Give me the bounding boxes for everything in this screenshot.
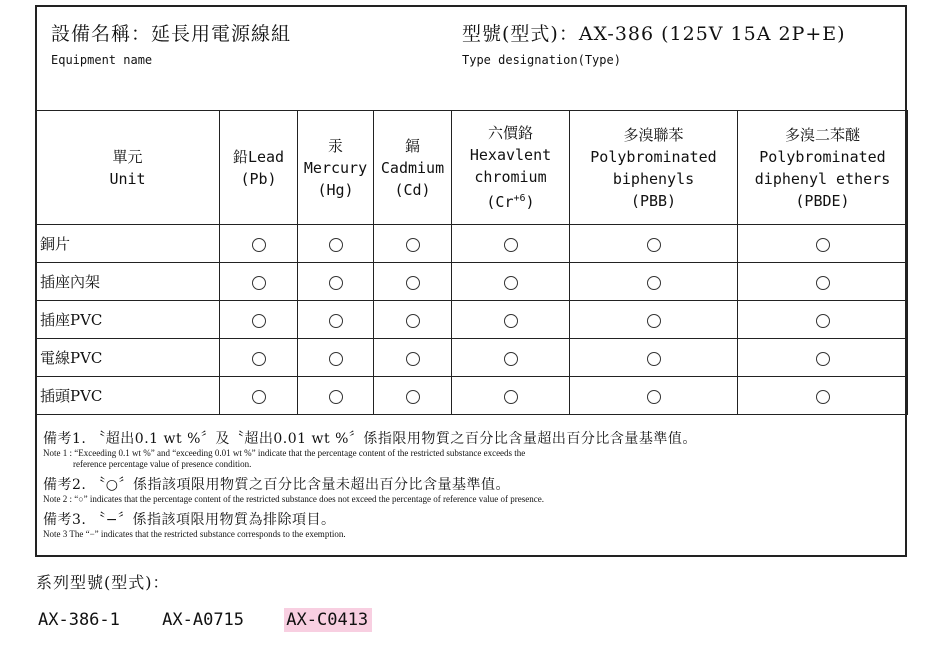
chromium-zh: 六價鉻: [487, 124, 533, 142]
mercury-zh: 汞: [327, 136, 343, 155]
not-exceeding-circle-icon: [647, 238, 661, 252]
substance-cell: [298, 225, 374, 263]
substance-cell: [452, 301, 570, 339]
mercury-symbol: (Hg): [317, 180, 354, 199]
chromium-en2: chromium: [474, 168, 547, 186]
table-row: [36, 301, 908, 339]
part-name: 插座內架: [36, 263, 220, 301]
substance-cell: [374, 301, 452, 339]
not-exceeding-circle-icon: [647, 276, 661, 290]
chromium-symbol-base: (Cr: [486, 193, 514, 211]
model-ax-386-1: AX-386-1: [38, 610, 120, 630]
pbde-zh: 多溴二苯醚: [784, 125, 860, 144]
not-exceeding-circle-icon: [647, 352, 661, 366]
note3-en: Note 3 The “−” indicates that the restricted substance corresponds to the exemption.: [43, 529, 346, 539]
chromium-symbol-close: ): [525, 193, 535, 211]
not-exceeding-circle-icon: [252, 352, 266, 366]
not-exceeding-circle-icon: [504, 238, 518, 252]
substance-cell: [570, 225, 738, 263]
type-designation-block: [462, 21, 846, 67]
not-exceeding-circle-icon: [406, 390, 420, 404]
pbb-en2: biphenyls: [612, 169, 695, 188]
substance-cell: [738, 225, 908, 263]
substance-cell: [374, 225, 452, 263]
substance-cell: [298, 301, 374, 339]
substance-cell: [570, 263, 738, 301]
table-row: [36, 225, 908, 263]
substance-cell: [452, 225, 570, 263]
substance-cell: [220, 339, 298, 377]
substance-cell: [298, 377, 374, 415]
part-name: 銅片: [36, 225, 220, 263]
substance-cell: [738, 339, 908, 377]
substance-cell: [298, 263, 374, 301]
mercury-en: Mercury: [303, 158, 368, 177]
note1-en-a: Note 1 : “Exceeding 0.1 wt %” and “exceeding 0.01 wt %” indicate that the percentage content of the restricted substance exceeds the: [43, 448, 526, 458]
not-exceeding-circle-icon: [816, 314, 830, 328]
substance-cell: [220, 263, 298, 301]
lead-en: Lead: [247, 147, 285, 166]
not-exceeding-circle-icon: [329, 352, 343, 366]
pbde-header: [738, 111, 908, 225]
substance-cell: [452, 263, 570, 301]
not-exceeding-circle-icon: [329, 390, 343, 404]
unit-header-zh: 單元: [112, 147, 143, 166]
pbde-en1: Polybrominated: [759, 147, 886, 166]
substance-cell: [570, 377, 738, 415]
not-exceeding-circle-icon: [504, 352, 518, 366]
not-exceeding-circle-icon: [252, 390, 266, 404]
not-exceeding-circle-icon: [329, 314, 343, 328]
substance-cell: [298, 339, 374, 377]
lead-header: [220, 111, 298, 225]
chromium-en1: Hexavlent: [469, 146, 552, 164]
not-exceeding-circle-icon: [406, 276, 420, 290]
not-exceeding-circle-icon: [816, 276, 830, 290]
not-exceeding-circle-icon: [406, 352, 420, 366]
pbb-header: [570, 111, 738, 225]
note1-zh: 備考1. 〝超出0.1 wt %〞及〝超出0.01 wt %〞係指限用物質之百分比含量超出百分比含量基準值。: [43, 431, 697, 447]
table-row: [36, 377, 908, 415]
substance-cell: [220, 301, 298, 339]
substance-cell: [220, 225, 298, 263]
not-exceeding-circle-icon: [504, 314, 518, 328]
not-exceeding-circle-icon: [816, 352, 830, 366]
cadmium-en: Cadmium: [380, 158, 445, 177]
chromium-header: [452, 111, 570, 225]
substance-cell: [738, 377, 908, 415]
declaration-frame: [35, 5, 907, 557]
note2-zh: 備考2. 〝○〞係指該項限用物質之百分比含量未超出百分比含量基準值。: [43, 477, 511, 493]
substance-cell: [374, 377, 452, 415]
note3-zh: 備考3. 〝−〞係指該項限用物質為排除項目。: [43, 512, 336, 528]
chromium-symbol-sup: +6: [513, 193, 526, 204]
part-name: 電線PVC: [36, 339, 220, 377]
not-exceeding-circle-icon: [406, 238, 420, 252]
model-ax-c0413: AX-C0413: [284, 608, 372, 632]
not-exceeding-circle-icon: [329, 276, 343, 290]
model-ax-a0715: AX-A0715: [162, 610, 245, 630]
not-exceeding-circle-icon: [252, 314, 266, 328]
type-designation-en: Type designation(Type): [462, 53, 621, 67]
not-exceeding-circle-icon: [329, 238, 343, 252]
equipment-name-zh: 設備名稱：延長用電源線組: [51, 23, 292, 45]
table-header-row: [36, 111, 908, 225]
notes-section: [43, 430, 903, 540]
not-exceeding-circle-icon: [252, 276, 266, 290]
lead-symbol: (Pb): [240, 169, 277, 188]
part-name: 插頭PVC: [36, 377, 220, 415]
substance-cell: [570, 339, 738, 377]
not-exceeding-circle-icon: [406, 314, 420, 328]
pbde-en2: diphenyl ethers: [754, 169, 891, 188]
not-exceeding-circle-icon: [647, 314, 661, 328]
not-exceeding-circle-icon: [252, 238, 266, 252]
substance-cell: [452, 377, 570, 415]
unit-header-en: Unit: [109, 169, 146, 188]
not-exceeding-circle-icon: [816, 238, 830, 252]
note2-en: Note 2 : “○” indicates that the percentage content of the restricted substance does not exceed the percentage of reference value of presence.: [43, 494, 544, 504]
lead-zh: 鉛: [232, 147, 248, 166]
series-models-list: [36, 608, 398, 632]
substance-cell: [220, 377, 298, 415]
pbde-symbol: (PBDE): [795, 191, 850, 210]
cadmium-header: [374, 111, 452, 225]
not-exceeding-circle-icon: [504, 276, 518, 290]
cadmium-zh: 鎘: [404, 136, 420, 155]
substance-cell: [452, 339, 570, 377]
equipment-name-block: [51, 21, 291, 67]
not-exceeding-circle-icon: [504, 390, 518, 404]
substance-cell: [374, 339, 452, 377]
substance-cell: [738, 263, 908, 301]
chromium-symbol: [452, 188, 569, 213]
series-models-label: 系列型號(型式)：: [36, 573, 170, 592]
cadmium-symbol: (Cd): [394, 180, 431, 199]
not-exceeding-circle-icon: [647, 390, 661, 404]
note1-en-b: reference percentage value of presence condition.: [73, 459, 252, 469]
table-row: [36, 263, 908, 301]
mercury-header: [298, 111, 374, 225]
pbb-en1: Polybrominated: [590, 147, 717, 166]
substance-cell: [374, 263, 452, 301]
type-designation-zh: 型號(型式)：AX-386 (125V 15A 2P+E): [462, 23, 846, 45]
substance-cell: [570, 301, 738, 339]
not-exceeding-circle-icon: [816, 390, 830, 404]
equipment-name-en: Equipment name: [51, 53, 153, 67]
part-name: 插座PVC: [36, 301, 220, 339]
pbb-zh: 多溴聯苯: [623, 125, 684, 144]
unit-header: [36, 111, 220, 225]
substance-cell: [738, 301, 908, 339]
table-row: [36, 339, 908, 377]
pbb-symbol: (PBB): [630, 191, 677, 210]
restricted-substances-table: [35, 110, 908, 415]
